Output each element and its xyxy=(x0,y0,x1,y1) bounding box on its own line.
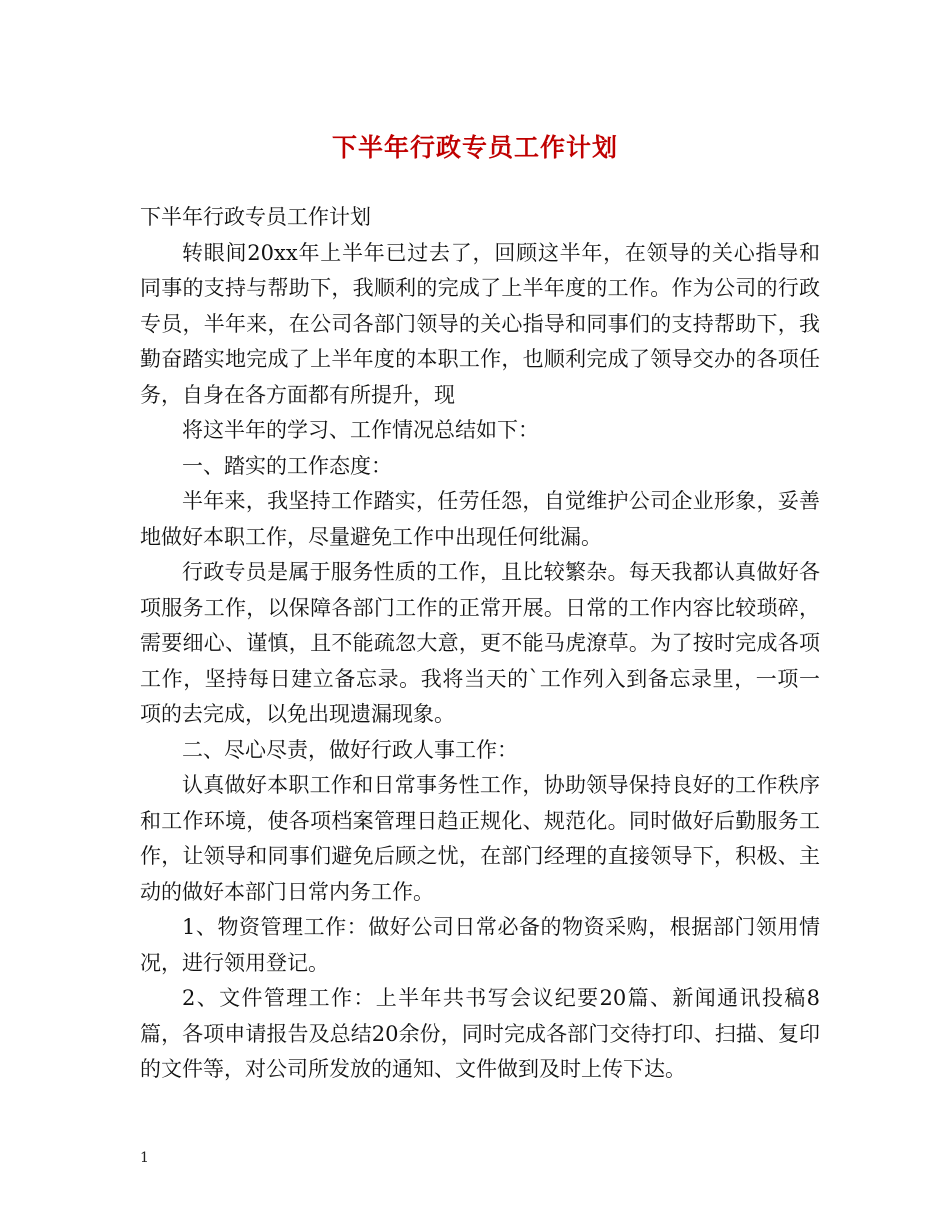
section-heading-1: 一、踏实的工作态度： xyxy=(182,453,392,478)
paragraph-duties: 认真做好本职工作和日常事务性工作，协助领导保持良好的工作秩序和工作环境，使各项档案管理日趋正规化、规范化。同时做好后勤服务工作，让领导和同事们避免后顾之忧，在部门经理的直接领导下，积极、主动的做好本部门日常内务工作。 xyxy=(140,773,820,904)
paragraph-summary-lead: 将这半年的学习、工作情况总结如下： xyxy=(182,418,539,442)
paragraph-documents: 2、文件管理工作：上半年共书写会议纪要20篇、新闻通讯投稿8篇，各项申请报告及总结20余份，同时完成各部门交待打印、扫描、复印的文件等，对公司所发放的通知、文件做到及时上传下达。 xyxy=(140,986,820,1081)
page-number: 1 xyxy=(140,1150,149,1166)
paragraph-heading: 下半年行政专员工作计划 xyxy=(140,205,371,229)
document-body xyxy=(140,200,820,1088)
paragraph-materials: 1、物资管理工作：做好公司日常必备的物资采购，根据部门领用情况，进行领用登记。 xyxy=(140,915,820,975)
paragraph-attitude: 半年来，我坚持工作踏实，任劳任怨，自觉维护公司企业形象，妥善地做好本职工作，尽量避免工作中出现任何纰漏。 xyxy=(140,489,820,549)
document-title: 下半年行政专员工作计划 xyxy=(331,133,618,162)
section-heading-2: 二、尽心尽责，做好行政人事工作： xyxy=(182,737,518,762)
paragraph-service: 行政专员是属于服务性质的工作，且比较繁杂。每天我都认真做好各项服务工作，以保障各部门工作的正常开展。日常的工作内容比较琐碎，需要细心、谨慎，且不能疏忽大意，更不能马虎潦草。为了按时完成各项工作，坚持每日建立备忘录。我将当天的`工作列入到备忘录里，一项一项的去完成，以免出现遗漏现象。 xyxy=(140,560,820,726)
paragraph-intro: 转眼间20xx年上半年已过去了，回顾这半年，在领导的关心指导和同事的支持与帮助下，我顺利的完成了上半年度的工作。作为公司的行政专员，半年来，在公司各部门领导的关心指导和同事们的支持帮助下，我勤奋踏实地完成了上半年度的本职工作，也顺利完成了领导交办的各项任务，自身在各方面都有所提升，现 xyxy=(140,240,820,407)
